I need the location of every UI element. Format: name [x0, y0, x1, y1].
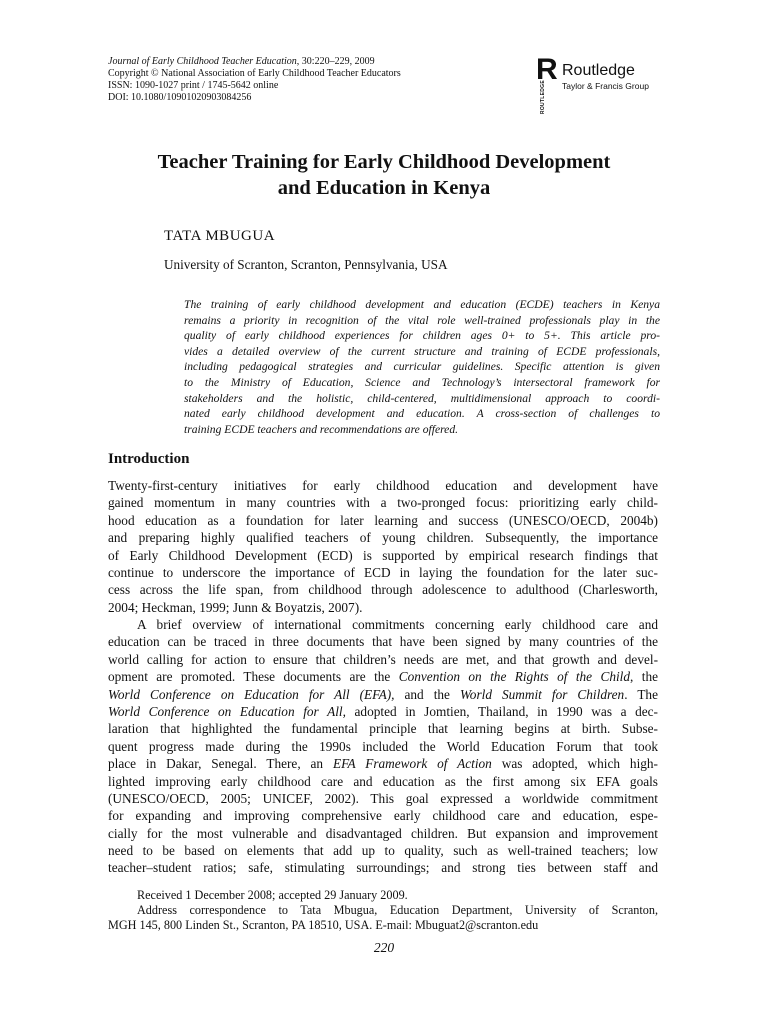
- publisher-name: Routledge: [562, 62, 635, 79]
- body-text-run: place in Dakar, Senegal. There, an: [108, 756, 333, 772]
- body-line: [108, 686, 658, 703]
- title-line-2: and Education in Kenya: [277, 177, 491, 199]
- body-text-run: adopted in Jomtien, Thailand, in 1990 was a dec-: [345, 703, 658, 719]
- article-footnote: [108, 888, 658, 933]
- body-line: A brief overview of international commitments concerning early childhood care and: [137, 617, 658, 632]
- copyright-line: Copyright © National Association of Early Childhood Teacher Educators: [108, 68, 401, 79]
- body-line: quent progress made during the 1990s included the World Education Forum that took: [108, 738, 658, 754]
- body-line: teacher–student ratios; safe, stimulating surroundings; and strong ties between staff and: [108, 860, 658, 876]
- body-text-run: was adopted, which high-: [491, 756, 658, 772]
- body-text-run: opment are promoted. These documents are the: [108, 669, 399, 685]
- body-line: 2004; Heckman, 1999; Junn & Boyatzis, 2007).: [108, 599, 363, 615]
- body-line: [108, 668, 658, 685]
- abstract-line: including pedagogical strategies and curricular guidelines. Specific attention is given: [184, 360, 660, 374]
- body-line: [108, 703, 658, 720]
- abstract-line: quality of early childhood experiences for children ages 0+ to 5+. This article pro-: [184, 329, 660, 343]
- body-line: Twenty-first-century initiatives for early childhood education and development have: [108, 478, 658, 493]
- publisher-group: Taylor & Francis Group: [562, 81, 649, 91]
- abstract-line: to the Ministry of Education, Science and Technology’s intersectoral framework for: [184, 375, 660, 389]
- author-name: TATA MBUGUA: [164, 228, 276, 244]
- body-line: (UNESCO/OECD, 2005; UNICEF, 2002). This goal expressed a worldwide commitment: [108, 790, 658, 806]
- body-line: education can be traced in three documents that have been signed by many countries of the: [108, 634, 658, 650]
- journal-name: Journal of Early Childhood Teacher Education: [108, 56, 297, 67]
- body-line: continue to underscore the importance of ECD in laying the foundation for the later suc-: [108, 564, 658, 580]
- article-title: [108, 149, 660, 201]
- abstract-line: nated early childhood development and education. A cross-section of challenges to: [184, 407, 660, 421]
- body-line: gained momentum in many countries with a two-pronged focus: prioritizing early child-: [108, 495, 658, 511]
- document-title: World Summit for Children: [459, 686, 625, 702]
- paragraph-1: [108, 477, 658, 616]
- routledge-mark-icon: [536, 53, 558, 115]
- author-affiliation: University of Scranton, Scranton, Pennsylvania, USA: [164, 257, 448, 272]
- body-line: hood education as a foundation for later learning and success (UNESCO/OECD, 2004b): [108, 512, 658, 528]
- journal-citation: [108, 56, 468, 68]
- document-title: Convention on the Rights of the Child: [398, 669, 631, 685]
- doi-line: DOI: 10.1080/10901020903084256: [108, 92, 252, 103]
- abstract-line: stakeholders and the holistic, child-centered, multidimensional approach to coordi-: [184, 391, 660, 405]
- document-title: EFA Framework of Action: [332, 756, 492, 772]
- document-title: World Conference on Education for All (EFA),: [108, 686, 395, 702]
- body-line: world calling for action to ensure that children’s needs are met, and that growth and devel-: [108, 651, 658, 667]
- correspondence-address-cont: MGH 145, 800 Linden St., Scranton, PA 18510, USA. E-mail: Mbuguat2@scranton.edu: [108, 918, 539, 932]
- document-title: World Conference on Education for All,: [108, 703, 346, 719]
- correspondence-address: Address correspondence to Tata Mbugua, Education Department, University of Scranton,: [137, 903, 658, 917]
- paragraph-2: [108, 616, 658, 877]
- abstract-line: vides a detailed overview of the current structure and training of ECDE professionals,: [184, 344, 660, 358]
- body-text-run: , the: [630, 669, 658, 685]
- body-line: laration that highlighted the fundamental principle that learning begins at birth. Subse-: [108, 721, 658, 737]
- body-line: lighted improving early childhood care and education as the first among six EFA goals: [108, 773, 658, 789]
- received-dates: Received 1 December 2008; accepted 29 January 2009.: [137, 888, 408, 902]
- body-line: need to be based on elements that add up to quality, such as well-trained teachers; low: [108, 843, 658, 859]
- journal-meta: [108, 56, 468, 104]
- body-text-run: and the: [394, 686, 460, 702]
- logo-r-glyph: R: [536, 53, 558, 86]
- abstract-line: The training of early childhood development and education (ECDE) teachers in Kenya: [184, 298, 660, 311]
- section-heading: Introduction: [108, 451, 190, 467]
- logo-vertical-text: ROUTLEDGE: [540, 80, 546, 115]
- journal-volume: , 30:220–229, 2009: [296, 56, 375, 67]
- abstract-line: training ECDE teachers and recommendations are offered.: [184, 422, 459, 436]
- issn-line: ISSN: 1090-1027 print / 1745-5642 online: [108, 80, 279, 91]
- title-line-1: Teacher Training for Early Childhood Development: [157, 151, 611, 173]
- routledge-logo: [536, 53, 666, 115]
- body-line: cially for the most vulnerable and disadvantaged children. But expansion and improvement: [108, 825, 658, 841]
- body-line: for expanding and improving comprehensive early childhood care and education, espe-: [108, 808, 658, 824]
- body-text-run: . The: [624, 686, 658, 702]
- body-line: and preparing highly qualified teachers of young children. Subsequently, the importance: [108, 530, 658, 546]
- page-number: 220: [373, 940, 395, 955]
- abstract: [184, 297, 660, 437]
- body-line: cess across the life span, from childhood through adolescence to adulthood (Charlesworth,: [108, 582, 658, 598]
- abstract-line: remains a priority in recognition of the vital role well-trained professionals play in the: [184, 313, 660, 327]
- body-line: [108, 755, 658, 772]
- body-line: of Early Childhood Development (ECD) is supported by empirical research findings that: [108, 547, 658, 563]
